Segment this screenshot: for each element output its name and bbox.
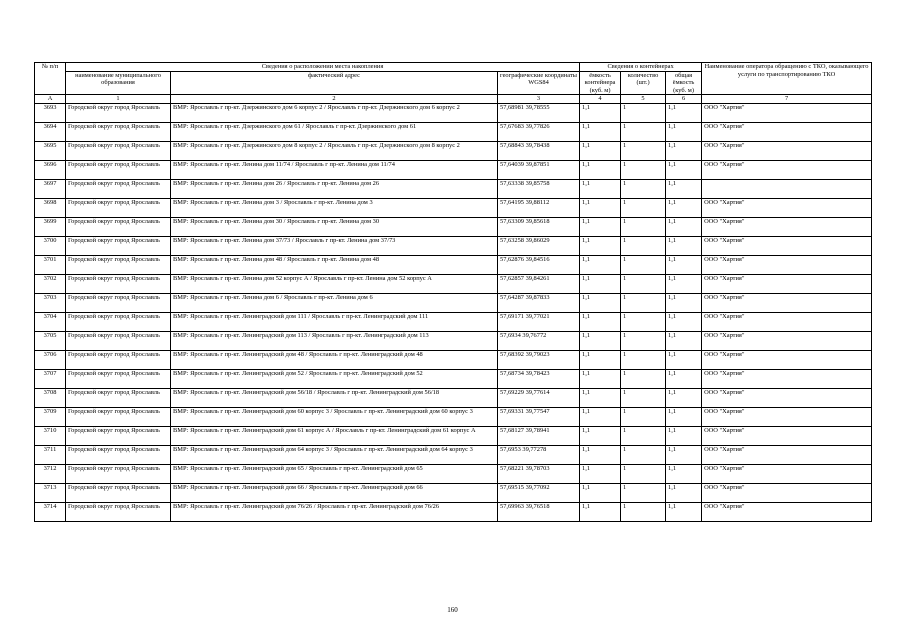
total-cell: 1,1 bbox=[666, 502, 702, 521]
address-cell: ВМР: Ярославль г пр-кт. Ленинградский дом 76/26 / Ярославль г пр-кт. Ленинградский дом 76/26 bbox=[171, 502, 498, 521]
coords-cell: 57,63309 39,85618 bbox=[498, 217, 580, 236]
capacity-cell: 1,1 bbox=[580, 445, 621, 464]
row-number: 3693 bbox=[35, 103, 66, 122]
count-cell: 1 bbox=[621, 312, 666, 331]
address-cell: ВМР: Ярославль г пр-кт. Ленинградский дом 111 / Ярославль г пр-кт. Ленинградский дом 111 bbox=[171, 312, 498, 331]
municipality-cell: Городской округ город Ярославль bbox=[66, 331, 171, 350]
capacity-cell: 1,1 bbox=[580, 198, 621, 217]
row-number: 3703 bbox=[35, 293, 66, 312]
operator-cell: ООО "Хартия" bbox=[702, 407, 872, 426]
row-number: 3700 bbox=[35, 236, 66, 255]
total-cell: 1,1 bbox=[666, 369, 702, 388]
address-cell: ВМР: Ярославль г пр-кт. Ленинградский дом 60 корпус 3 / Ярославль г пр-кт. Ленинградский дом 60 корпус 3 bbox=[171, 407, 498, 426]
total-cell: 1,1 bbox=[666, 236, 702, 255]
capacity-cell: 1,1 bbox=[580, 255, 621, 274]
table-row bbox=[35, 160, 872, 179]
count-cell: 1 bbox=[621, 388, 666, 407]
address-cell: ВМР: Ярославль г пр-кт. Ленина дом 30 / Ярославль г пр-кт. Ленина дом 30 bbox=[171, 217, 498, 236]
municipality-cell: Городской округ город Ярославль bbox=[66, 350, 171, 369]
address-cell: ВМР: Ярославль г пр-кт. Ленинградский дом 48 / Ярославль г пр-кт. Ленинградский дом 48 bbox=[171, 350, 498, 369]
municipality-cell: Городской округ город Ярославль bbox=[66, 198, 171, 217]
coords-cell: 57,68981 39,78555 bbox=[498, 103, 580, 122]
page-number: 160 bbox=[447, 606, 458, 614]
count-cell: 1 bbox=[621, 236, 666, 255]
total-cell: 1,1 bbox=[666, 160, 702, 179]
municipality-cell: Городской округ город Ярославль bbox=[66, 369, 171, 388]
header-row-1 bbox=[35, 63, 872, 72]
coords-cell: 57,64039 39,87851 bbox=[498, 160, 580, 179]
total-cell: 1,1 bbox=[666, 103, 702, 122]
table-row bbox=[35, 236, 872, 255]
count-cell: 1 bbox=[621, 293, 666, 312]
row-number: 3710 bbox=[35, 426, 66, 445]
coords-cell: 57,63338 39,85758 bbox=[498, 179, 580, 198]
count-cell: 1 bbox=[621, 255, 666, 274]
coords-cell: 57,67683 39,77826 bbox=[498, 122, 580, 141]
address-cell: ВМР: Ярославль г пр-кт. Дзержинского дом 6 корпус 2 / Ярославль г пр-кт. Дзержинского дом 6 корпус 2 bbox=[171, 103, 498, 122]
row-number: 3705 bbox=[35, 331, 66, 350]
row-number: 3699 bbox=[35, 217, 66, 236]
capacity-cell: 1,1 bbox=[580, 236, 621, 255]
count-cell: 1 bbox=[621, 502, 666, 521]
coords-cell: 57,68221 39,78703 bbox=[498, 464, 580, 483]
operator-cell: ООО "Хартия" bbox=[702, 141, 872, 160]
coords-cell: 57,68843 39,78438 bbox=[498, 141, 580, 160]
operator-cell: ООО "Хартия" bbox=[702, 274, 872, 293]
table-row bbox=[35, 369, 872, 388]
count-cell: 1 bbox=[621, 464, 666, 483]
operator-cell: ООО "Хартия" bbox=[702, 369, 872, 388]
table-row bbox=[35, 388, 872, 407]
operator-cell bbox=[702, 179, 872, 198]
municipality-cell: Городской округ город Ярославль bbox=[66, 141, 171, 160]
table-row bbox=[35, 255, 872, 274]
table-row bbox=[35, 274, 872, 293]
row-number: 3714 bbox=[35, 502, 66, 521]
row-number: 3701 bbox=[35, 255, 66, 274]
coords-cell: 57,64195 39,88112 bbox=[498, 198, 580, 217]
table-row bbox=[35, 407, 872, 426]
index-cell: 5 bbox=[621, 95, 666, 104]
capacity-cell: 1,1 bbox=[580, 122, 621, 141]
address-cell: ВМР: Ярославль г пр-кт. Ленина дом 52 корпус А / Ярославль г пр-кт. Ленина дом 52 корпус А bbox=[171, 274, 498, 293]
coords-cell: 57,64287 39,87833 bbox=[498, 293, 580, 312]
index-cell: 4 bbox=[580, 95, 621, 104]
total-header: общая ёмкость (куб. м) bbox=[666, 71, 702, 95]
total-cell: 1,1 bbox=[666, 312, 702, 331]
table-row bbox=[35, 198, 872, 217]
capacity-cell: 1,1 bbox=[580, 369, 621, 388]
table-row bbox=[35, 502, 872, 521]
capacity-cell: 1,1 bbox=[580, 483, 621, 502]
address-cell: ВМР: Ярославль г пр-кт. Дзержинского дом 61 / Ярославль г пр-кт. Дзержинского дом 61 bbox=[171, 122, 498, 141]
operator-cell: ООО "Хартия" bbox=[702, 217, 872, 236]
location-group-header: Сведения о расположении места накопления bbox=[66, 63, 580, 72]
row-number: 3709 bbox=[35, 407, 66, 426]
total-cell: 1,1 bbox=[666, 388, 702, 407]
total-cell: 1,1 bbox=[666, 293, 702, 312]
operator-cell: ООО "Хартия" bbox=[702, 388, 872, 407]
total-cell: 1,1 bbox=[666, 141, 702, 160]
coords-header: географические координаты WGS84 bbox=[498, 71, 580, 95]
capacity-cell: 1,1 bbox=[580, 502, 621, 521]
table-row bbox=[35, 179, 872, 198]
index-cell: 2 bbox=[171, 95, 498, 104]
row-number: 3694 bbox=[35, 122, 66, 141]
count-cell: 1 bbox=[621, 141, 666, 160]
count-cell: 1 bbox=[621, 122, 666, 141]
municipality-cell: Городской округ город Ярославль bbox=[66, 160, 171, 179]
municipality-cell: Городской округ город Ярославль bbox=[66, 445, 171, 464]
address-cell: ВМР: Ярославль г пр-кт. Ленинградский дом 64 корпус 3 / Ярославль г пр-кт. Ленинградский дом 64 корпус 3 bbox=[171, 445, 498, 464]
municipality-cell: Городской округ город Ярославль bbox=[66, 464, 171, 483]
capacity-cell: 1,1 bbox=[580, 388, 621, 407]
count-cell: 1 bbox=[621, 217, 666, 236]
capacity-cell: 1,1 bbox=[580, 426, 621, 445]
operator-cell: ООО "Хартия" bbox=[702, 502, 872, 521]
operator-cell: ООО "Хартия" bbox=[702, 445, 872, 464]
total-cell: 1,1 bbox=[666, 122, 702, 141]
count-header: количество (шт.) bbox=[621, 71, 666, 95]
table-row bbox=[35, 464, 872, 483]
operator-cell: ООО "Хартия" bbox=[702, 312, 872, 331]
total-cell: 1,1 bbox=[666, 464, 702, 483]
total-cell: 1,1 bbox=[666, 198, 702, 217]
coords-cell: 57,6953 39,77278 bbox=[498, 445, 580, 464]
capacity-cell: 1,1 bbox=[580, 179, 621, 198]
total-cell: 1,1 bbox=[666, 483, 702, 502]
index-cell: 3 bbox=[498, 95, 580, 104]
count-cell: 1 bbox=[621, 426, 666, 445]
table-row bbox=[35, 350, 872, 369]
capacity-cell: 1,1 bbox=[580, 274, 621, 293]
operator-cell: ООО "Хартия" bbox=[702, 160, 872, 179]
row-number: 3708 bbox=[35, 388, 66, 407]
registry-table bbox=[34, 62, 872, 522]
address-cell: ВМР: Ярославль г пр-кт. Ленина дом 6 / Ярославль г пр-кт. Ленина дом 6 bbox=[171, 293, 498, 312]
capacity-header: ёмкость контейнера (куб. м) bbox=[580, 71, 621, 95]
municipality-cell: Городской округ город Ярославль bbox=[66, 103, 171, 122]
count-cell: 1 bbox=[621, 445, 666, 464]
coords-cell: 57,62876 39,84516 bbox=[498, 255, 580, 274]
row-number: 3697 bbox=[35, 179, 66, 198]
municipality-cell: Городской округ город Ярославль bbox=[66, 236, 171, 255]
address-cell: ВМР: Ярославль г пр-кт. Ленинградский дом 65 / Ярославль г пр-кт. Ленинградский дом 65 bbox=[171, 464, 498, 483]
total-cell: 1,1 bbox=[666, 331, 702, 350]
address-cell: ВМР: Ярославль г пр-кт. Ленина дом 48 / Ярославль г пр-кт. Ленина дом 48 bbox=[171, 255, 498, 274]
coords-cell: 57,63258 39,86029 bbox=[498, 236, 580, 255]
count-cell: 1 bbox=[621, 350, 666, 369]
address-cell: ВМР: Ярославль г пр-кт. Ленинградский дом 66 / Ярославль г пр-кт. Ленинградский дом 66 bbox=[171, 483, 498, 502]
count-cell: 1 bbox=[621, 483, 666, 502]
row-number: 3698 bbox=[35, 198, 66, 217]
total-cell: 1,1 bbox=[666, 350, 702, 369]
operator-cell: ООО "Хартия" bbox=[702, 483, 872, 502]
capacity-cell: 1,1 bbox=[580, 103, 621, 122]
operator-cell: ООО "Хартия" bbox=[702, 464, 872, 483]
row-number: 3696 bbox=[35, 160, 66, 179]
table-row bbox=[35, 217, 872, 236]
total-cell: 1,1 bbox=[666, 274, 702, 293]
count-cell: 1 bbox=[621, 407, 666, 426]
municipality-cell: Городской округ город Ярославль bbox=[66, 483, 171, 502]
total-cell: 1,1 bbox=[666, 445, 702, 464]
table-row bbox=[35, 122, 872, 141]
municipality-cell: Городской округ город Ярославль bbox=[66, 217, 171, 236]
capacity-cell: 1,1 bbox=[580, 141, 621, 160]
municipality-cell: Городской округ город Ярославль bbox=[66, 122, 171, 141]
coords-cell: 57,69963 39,76518 bbox=[498, 502, 580, 521]
table-row bbox=[35, 141, 872, 160]
count-cell: 1 bbox=[621, 331, 666, 350]
col-number-header: № п/п bbox=[35, 63, 66, 95]
municipality-cell: Городской округ город Ярославль bbox=[66, 407, 171, 426]
operator-header: Наименование оператора обращению с ТКО, оказывающего услуги по транспортированию ТКО bbox=[702, 63, 872, 95]
coords-cell: 57,6934 39,76772 bbox=[498, 331, 580, 350]
row-number: 3695 bbox=[35, 141, 66, 160]
count-cell: 1 bbox=[621, 369, 666, 388]
municipality-cell: Городской округ город Ярославль bbox=[66, 179, 171, 198]
index-cell: 1 bbox=[66, 95, 171, 104]
address-cell: ВМР: Ярославль г пр-кт. Ленинградский дом 52 / Ярославль г пр-кт. Ленинградский дом 52 bbox=[171, 369, 498, 388]
total-cell: 1,1 bbox=[666, 255, 702, 274]
operator-cell: ООО "Хартия" bbox=[702, 293, 872, 312]
count-cell: 1 bbox=[621, 274, 666, 293]
capacity-cell: 1,1 bbox=[580, 331, 621, 350]
table-row bbox=[35, 293, 872, 312]
count-cell: 1 bbox=[621, 179, 666, 198]
capacity-cell: 1,1 bbox=[580, 407, 621, 426]
capacity-cell: 1,1 bbox=[580, 350, 621, 369]
operator-cell: ООО "Хартия" bbox=[702, 236, 872, 255]
container-group-header: Сведения о контейнерах bbox=[580, 63, 702, 72]
address-header: фактический адрес bbox=[171, 71, 498, 95]
municipality-cell: Городской округ город Ярославль bbox=[66, 502, 171, 521]
capacity-cell: 1,1 bbox=[580, 217, 621, 236]
capacity-cell: 1,1 bbox=[580, 312, 621, 331]
total-cell: 1,1 bbox=[666, 179, 702, 198]
address-cell: ВМР: Ярославль г пр-кт. Ленинградский дом 56/18 / Ярославль г пр-кт. Ленинградский дом 56/18 bbox=[171, 388, 498, 407]
municipality-cell: Городской округ город Ярославль bbox=[66, 293, 171, 312]
index-cell: 7 bbox=[702, 95, 872, 104]
municipality-cell: Городской округ город Ярославль bbox=[66, 255, 171, 274]
municipality-cell: Городской округ город Ярославль bbox=[66, 312, 171, 331]
count-cell: 1 bbox=[621, 103, 666, 122]
address-cell: ВМР: Ярославль г пр-кт. Ленина дом 26 / Ярославль г пр-кт. Ленина дом 26 bbox=[171, 179, 498, 198]
row-number: 3713 bbox=[35, 483, 66, 502]
coords-cell: 57,62857 39,84261 bbox=[498, 274, 580, 293]
address-cell: ВМР: Ярославль г пр-кт. Ленина дом 37/73 / Ярославль г пр-кт. Ленина дом 37/73 bbox=[171, 236, 498, 255]
operator-cell: ООО "Хартия" bbox=[702, 103, 872, 122]
row-number: 3706 bbox=[35, 350, 66, 369]
capacity-cell: 1,1 bbox=[580, 293, 621, 312]
row-number: 3707 bbox=[35, 369, 66, 388]
operator-cell: ООО "Хартия" bbox=[702, 350, 872, 369]
capacity-cell: 1,1 bbox=[580, 160, 621, 179]
address-cell: ВМР: Ярославль г пр-кт. Дзержинского дом 8 корпус 2 / Ярославль г пр-кт. Дзержинского дом 8 корпус 2 bbox=[171, 141, 498, 160]
total-cell: 1,1 bbox=[666, 407, 702, 426]
row-number: 3704 bbox=[35, 312, 66, 331]
operator-cell: ООО "Хартия" bbox=[702, 122, 872, 141]
address-cell: ВМР: Ярославль г пр-кт. Ленина дом 3 / Ярославль г пр-кт. Ленина дом 3 bbox=[171, 198, 498, 217]
municipality-cell: Городской округ город Ярославль bbox=[66, 426, 171, 445]
municipality-cell: Городской округ город Ярославль bbox=[66, 274, 171, 293]
total-cell: 1,1 bbox=[666, 217, 702, 236]
address-cell: ВМР: Ярославль г пр-кт. Ленинградский дом 113 / Ярославль г пр-кт. Ленинградский дом 113 bbox=[171, 331, 498, 350]
operator-cell: ООО "Хартия" bbox=[702, 426, 872, 445]
table-row bbox=[35, 426, 872, 445]
index-row bbox=[35, 95, 872, 104]
coords-cell: 57,69171 39,77021 bbox=[498, 312, 580, 331]
count-cell: 1 bbox=[621, 198, 666, 217]
coords-cell: 57,68392 39,79023 bbox=[498, 350, 580, 369]
row-number: 3702 bbox=[35, 274, 66, 293]
coords-cell: 57,69515 39,77092 bbox=[498, 483, 580, 502]
operator-cell: ООО "Хартия" bbox=[702, 255, 872, 274]
table-row bbox=[35, 312, 872, 331]
operator-cell: ООО "Хартия" bbox=[702, 198, 872, 217]
coords-cell: 57,68127 39,78941 bbox=[498, 426, 580, 445]
coords-cell: 57,68734 39,78423 bbox=[498, 369, 580, 388]
row-number: 3711 bbox=[35, 445, 66, 464]
municipality-cell: Городской округ город Ярославль bbox=[66, 388, 171, 407]
index-cell: 6 bbox=[666, 95, 702, 104]
address-cell: ВМР: Ярославль г пр-кт. Ленина дом 11/74 / Ярославль г пр-кт. Ленина дом 11/74 bbox=[171, 160, 498, 179]
total-cell: 1,1 bbox=[666, 426, 702, 445]
table-row bbox=[35, 331, 872, 350]
count-cell: 1 bbox=[621, 160, 666, 179]
coords-cell: 57,69229 39,77614 bbox=[498, 388, 580, 407]
operator-cell: ООО "Хартия" bbox=[702, 331, 872, 350]
municipality-header: наименование муниципального образования bbox=[66, 71, 171, 95]
capacity-cell: 1,1 bbox=[580, 464, 621, 483]
registry-body bbox=[35, 103, 872, 521]
coords-cell: 57,69331 39,77547 bbox=[498, 407, 580, 426]
row-number: 3712 bbox=[35, 464, 66, 483]
table-row bbox=[35, 483, 872, 502]
table-row bbox=[35, 445, 872, 464]
index-cell: А bbox=[35, 95, 66, 104]
address-cell: ВМР: Ярославль г пр-кт. Ленинградский дом 61 корпус А / Ярославль г пр-кт. Ленинградский дом 61 корпус А bbox=[171, 426, 498, 445]
table-row bbox=[35, 103, 872, 122]
